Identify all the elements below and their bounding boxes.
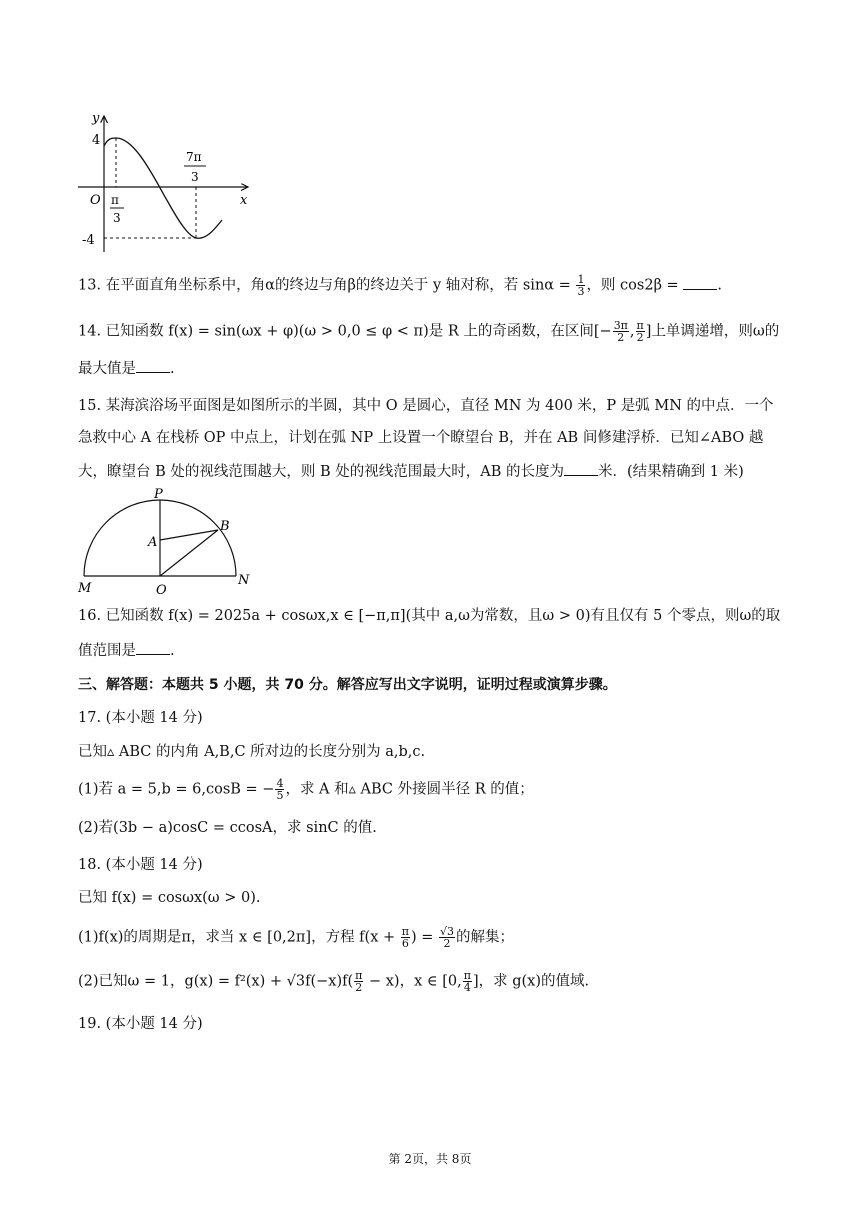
page-footer: 第 2页，共 8页 <box>388 1152 472 1166</box>
question-18-part1: (1)f(x)的周期是π，求当 x ∈ [0,2π]，方程 f(x + $\frac{\pi}{6}$ ) = $\frac{√3}{2}$ 的解集； <box>78 925 515 950</box>
answer-blank <box>136 358 170 373</box>
fraction: $\frac{\pi}{6}$ <box>401 925 409 950</box>
x-axis-label: x <box>240 193 248 208</box>
segment-AB <box>160 530 218 540</box>
question-19-heading: 19. (本小题 14 分) <box>78 1016 203 1032</box>
question-16-line1: 16. 已知函数 f(x) = 2025a + cosωx,x ∈ [−π,π](其中 a,ω为常数，且ω > 0)有且仅有 5 个零点，则ω的取 <box>78 608 781 624</box>
label-B: B <box>220 519 230 534</box>
question-14-line1: 14. 已知函数 f(x) = sin(ωx + φ)(ω > 0,0 ≤ φ < π)是 R 上的奇函数，在区间[− $\frac{3\pi}{2}$ , $\frac{\pi}{2}$ ]上单调递增，则ω的 <box>78 319 780 344</box>
answer-blank <box>136 640 170 655</box>
fraction: $\frac{\pi}{2}$ <box>636 319 644 344</box>
question-15-line1: 15. 某海滨浴场平面图是如图所示的半圆，其中 O 是圆心，直径 MN 为 400 米，P 是弧 MN 的中点．一个 <box>78 398 774 414</box>
label-M: M <box>78 581 92 596</box>
sinusoid-graph <box>76 112 256 254</box>
question-13: 13. 在平面直角坐标系中，角α的终边与角β的终边关于 y 轴对称，若 sinα = $\frac{1}{3}$ ，则 cos2β = . <box>78 273 722 298</box>
question-16-line2: 值范围是 . <box>78 640 175 661</box>
fraction: $\frac{4}{5}$ <box>276 777 284 802</box>
fraction: $\frac{\pi}{2}$ <box>355 969 363 994</box>
segment-OB <box>160 530 218 576</box>
question-15-line2: 急救中心 A 在栈桥 OP 中点上，计划在弧 NP 上设置一个瞭望台 B，并在 AB 间修建浮桥．已知∠ABO 越 <box>78 430 764 446</box>
origin-label: O <box>90 193 101 208</box>
sine-curve <box>104 138 222 238</box>
fraction: $\frac{√3}{2}$ <box>440 925 455 950</box>
question-15-line3: 大，瞭望台 B 处的视线范围越大，则 B 处的视线范围最大时，AB 的长度为 米．(结果精确到 1 米) <box>78 461 744 482</box>
answer-blank <box>564 461 598 476</box>
answer-blank <box>683 275 717 290</box>
question-17-intro: 已知▵ ABC 的内角 A,B,C 所对边的长度分别为 a,b,c. <box>78 744 426 760</box>
question-17-heading: 17. (本小题 14 分) <box>78 710 203 726</box>
x-tick1-num: π <box>111 193 119 207</box>
label-A: A <box>148 535 158 550</box>
y-axis-label: y <box>92 112 100 126</box>
y-min-label: -4 <box>82 233 95 248</box>
question-17-part1: (1)若 a = 5,b = 6,cosB = − $\frac{4}{5}$ ，求 A 和▵ ABC 外接圆半径 R 的值； <box>78 777 534 802</box>
label-O: O <box>156 583 167 598</box>
question-14-line2: 最大值是 . <box>78 358 175 379</box>
question-18-intro: 已知 f(x) = cosωx(ω > 0). <box>78 890 261 906</box>
question-18-part2: (2)已知ω = 1，g(x) = f²(x) + √3f(−x)f( $\frac{\pi}{2}$ − x)，x ∈ [0, $\frac{\pi}{4}$ ]，求 g(x)的值域. <box>78 969 590 994</box>
fraction: $\frac{\pi}{4}$ <box>463 969 471 994</box>
fraction: $\frac{1}{3}$ <box>577 273 585 298</box>
x-tick2-den: 3 <box>191 170 199 184</box>
x-tick2-num: 7π <box>186 150 202 164</box>
fraction: $\frac{3\pi}{2}$ <box>613 319 628 344</box>
y-max-label: 4 <box>92 133 101 148</box>
question-18-heading: 18. (本小题 14 分) <box>78 857 203 873</box>
semicircle-diagram <box>76 486 266 600</box>
question-17-part2: (2)若(3b − a)cosC = ccosA，求 sinC 的值. <box>78 820 377 836</box>
x-tick1-den: 3 <box>113 211 121 225</box>
section-heading: 三、解答题：本题共 5 小题，共 70 分。解答应写出文字说明，证明过程或演算步骤。 <box>78 677 617 693</box>
label-N: N <box>238 573 250 588</box>
label-P: P <box>154 487 163 502</box>
